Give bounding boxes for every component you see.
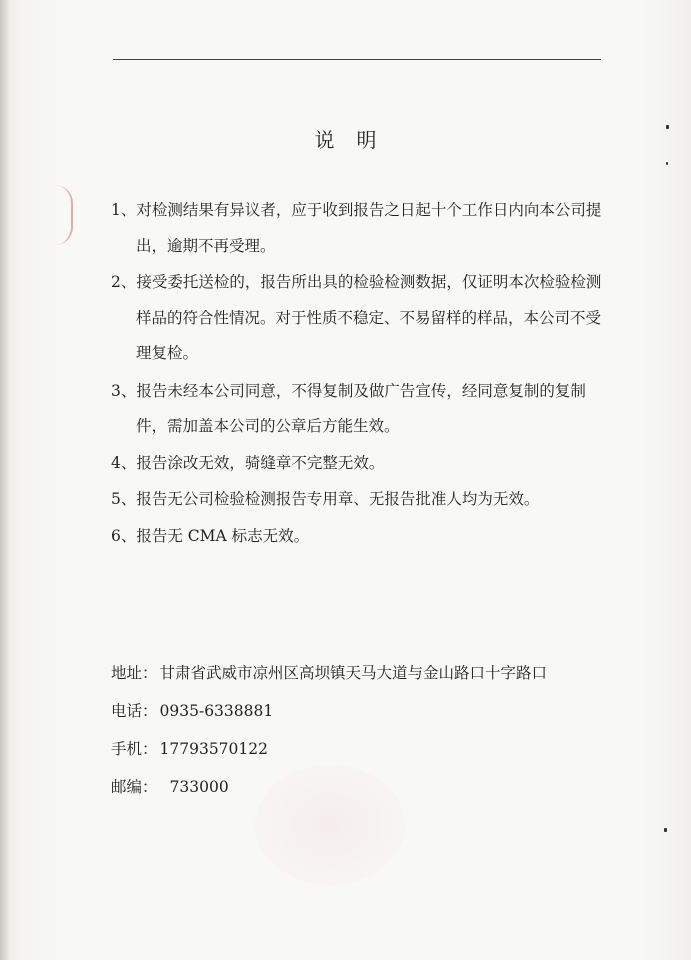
seal-edge-mark — [55, 185, 73, 245]
scan-speck — [664, 828, 667, 832]
note-item: 5、报告无公司检验检测报告专用章、无报告批准人均为无效。 — [111, 490, 540, 508]
note-item: 2、接受委托送检的，报告所出具的检验检测数据，仅证明本次检验检测样品的符合性情况。对于性质不稳定、不易留样的样品，本公司不受理复检。 — [111, 273, 602, 362]
note-item: 3、报告未经本公司同意，不得复制及做广告宣传，经同意复制的复制件，需加盖本公司的公章后方能生效。 — [111, 381, 586, 435]
mobile-label: 手机： — [111, 740, 158, 758]
mobile-value: 17793570122 — [159, 740, 268, 758]
note-item: 4、报告涂改无效，骑缝章不完整无效。 — [111, 453, 385, 472]
header-rule — [113, 59, 601, 60]
address-row — [111, 658, 547, 696]
scan-speck — [666, 162, 668, 165]
phone-label: 电话： — [111, 702, 158, 720]
note-item: 1、对检测结果有异议者，应于收到报告之日起十个工作日内向本公司提出，逾期不再受理。 — [111, 201, 602, 255]
postcode-label: 邮编： — [111, 778, 158, 796]
postcode-value: 733000 — [169, 778, 229, 796]
page-title: 说明 — [314, 128, 399, 152]
contact-block — [111, 658, 547, 810]
address-label: 地址： — [111, 664, 158, 682]
mobile-row — [111, 734, 547, 772]
phone-value: 0935-6338881 — [159, 702, 274, 720]
notes-list — [111, 193, 611, 554]
postcode-row — [111, 772, 547, 810]
phone-row — [111, 696, 547, 734]
note-item: 6、报告无 CMA 标志无效。 — [111, 526, 310, 545]
address-value: 甘肃省武威市凉州区高坝镇天马大道与金山路口十字路口 — [159, 664, 548, 682]
